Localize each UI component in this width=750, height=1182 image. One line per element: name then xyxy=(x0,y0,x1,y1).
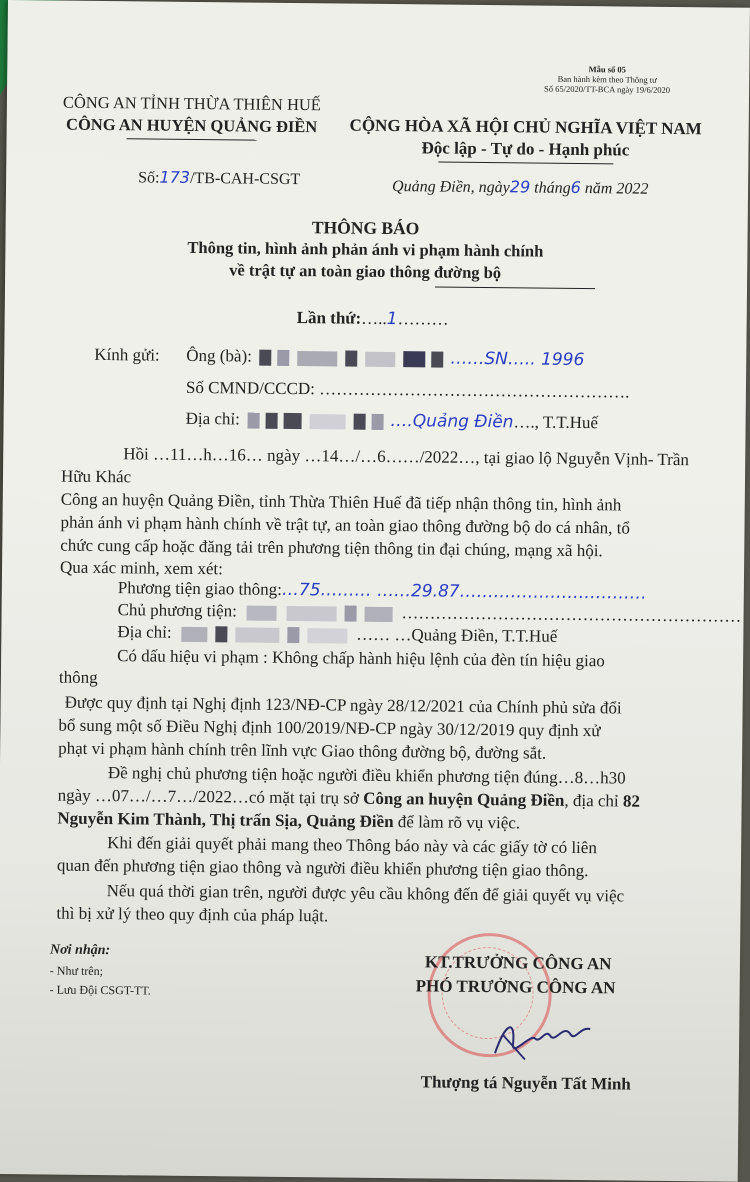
address-row xyxy=(186,409,599,433)
nation-motto: Độc lập - Tự do - Hạnh phúc xyxy=(421,138,630,160)
vehicle-plate: …75……… ……29.87…………………………… xyxy=(281,579,647,604)
signatory-authority: KT.TRƯỞNG CÔNG AN xyxy=(424,952,612,974)
date-month-word: tháng xyxy=(534,179,571,197)
lan-thu xyxy=(297,308,449,330)
overdue-line1: Nếu quá thời gian trên, người được yêu cầu không đến để giải quyết vụ việc xyxy=(106,881,625,906)
redacted-block xyxy=(344,606,356,622)
agency-province: CÔNG AN TỈNH THỪA THIÊN HUẾ xyxy=(62,92,322,115)
overdue-line2: thì bị xử lý theo quy định của pháp luật. xyxy=(56,903,329,926)
notice-subtitle-2: về trật tự an toàn giao thông đường bộ xyxy=(229,260,502,283)
recipients-item-1: - Như trên; xyxy=(49,963,104,979)
redacted-block xyxy=(286,606,336,622)
owner-address-label: Địa chỉ: xyxy=(117,622,172,642)
signatory-title: PHÓ TRƯỞNG CÔNG AN xyxy=(415,976,616,998)
request-purpose: để làm rõ vụ việc. xyxy=(397,812,521,833)
redacted-block xyxy=(259,350,271,366)
vehicle-label: Phương tiện giao thông: xyxy=(117,578,283,599)
lan-thu-value: 1 xyxy=(386,308,398,330)
bring-docs-line1: Khi đến giải quyết phải mang theo Thông báo này và các giấy tờ có liên xyxy=(107,833,597,858)
cmnd-label: Số CMND/CCCD: xyxy=(185,377,315,399)
date-day: 29 xyxy=(509,177,531,197)
redacted-block xyxy=(371,414,383,430)
request-address-street: Nguyễn Kim Thành, Thị trấn Sịa, Quảng Điền xyxy=(57,808,394,832)
regulation-line1: Được quy định tại Nghị định 123/NĐ-CP ngày 28/12/2021 của Chính phủ sửa đổi xyxy=(64,692,622,718)
redacted-block xyxy=(277,350,289,366)
redacted-block xyxy=(364,606,392,621)
owner-dots: …………………………………………………… xyxy=(401,603,742,626)
address-label: Địa chỉ: xyxy=(185,408,241,429)
redacted-block xyxy=(265,413,277,429)
violation-line2: thông xyxy=(58,667,98,687)
kinh-gui-label: Kính gửi: xyxy=(94,344,160,365)
motto-underline xyxy=(438,162,613,165)
lan-thu-label: Lần thứ: xyxy=(296,308,362,328)
request-date: ngày …07…/…7…/2022…có mặt tại trụ sở xyxy=(57,785,360,808)
ong-ba-label: Ông (bà): xyxy=(186,345,253,366)
doc-number-suffix: /TB-CAH-CSGT xyxy=(189,169,301,189)
cmnd-dots: ………………………………………………. xyxy=(319,379,630,402)
form-issued-with: Ban hành kèm theo Thông tư xyxy=(557,73,657,85)
agency-underline xyxy=(127,138,257,140)
signatory-name: Thượng tá Nguyễn Tất Minh xyxy=(420,1072,631,1094)
time-location-line: Hồi …11…h…16… ngày …14…/…6……/2022…, tại giao lộ Nguyễn Vịnh- Trần xyxy=(123,444,690,470)
agency-district: CÔNG AN HUYỆN QUẢNG ĐIỀN xyxy=(66,114,318,137)
redacted-block xyxy=(247,413,259,429)
doc-number-prefix: Số: xyxy=(138,169,160,187)
owner-address-end: …… …Quảng Điền, T.T.Huế xyxy=(356,624,558,646)
regulation-line3: phạt vi phạm hành chính trên lĩnh vực Giao thông đường bộ, đường sắt. xyxy=(58,738,547,763)
time-location-cont: Hữu Khác xyxy=(60,466,132,487)
notice-title: THÔNG BÁO xyxy=(311,217,420,239)
request-line3 xyxy=(57,809,520,834)
date-place: Quảng Điền, ngày xyxy=(391,178,510,197)
verification-label: Qua xác minh, xem xét: xyxy=(59,557,224,579)
date-line xyxy=(392,176,649,199)
request-line1: Đề nghị chủ phương tiện hoặc người điều khiển phương tiện đúng…8…h30 xyxy=(107,763,626,788)
address-district: ….Quảng Điền xyxy=(390,411,514,433)
lan-thu-dots-after: ……… xyxy=(397,309,449,329)
date-year: năm 2022 xyxy=(584,180,649,198)
request-address-number: 82 xyxy=(622,791,641,811)
redacted-block xyxy=(297,351,337,366)
recipients-title: Nơi nhận: xyxy=(49,942,111,959)
request-office: Công an huyện Quảng Điền xyxy=(363,788,565,810)
redacted-block xyxy=(309,414,345,429)
redacted-block xyxy=(181,626,207,641)
regulation-line2: bổ sung một số Điều Nghị định 100/2019/NĐ-CP ngày 30/12/2019 quy định xử xyxy=(58,715,601,741)
birth-year: ……SN….. 1996 xyxy=(450,348,585,371)
doc-number xyxy=(138,167,300,189)
redacted-block xyxy=(365,351,395,366)
request-address-label: , địa chỉ xyxy=(564,790,619,811)
redacted-block xyxy=(246,605,276,620)
date-month: 6 xyxy=(570,177,581,198)
redacted-block xyxy=(287,627,299,643)
bring-docs-line2: quan đến phương tiện giao thông và người điều khiển phương tiện giao thông. xyxy=(56,855,589,881)
title-underline xyxy=(435,286,595,289)
doc-number-value: 173 xyxy=(159,167,191,187)
owner-address-row xyxy=(117,622,557,647)
vehicle-row xyxy=(118,578,647,604)
address-end: …., T.T.Huế xyxy=(513,412,599,433)
form-number: Mẫu số 05 xyxy=(588,64,627,75)
p1-line2: phản ánh vi phạm hành chính về trật tự, an toàn giao thông đường bộ do cá nhân, tổ xyxy=(60,512,631,538)
redacted-block xyxy=(307,628,347,643)
handwritten-signature xyxy=(485,1013,606,1064)
cmnd-row xyxy=(186,378,630,403)
p1-line1: Công an huyện Quảng Điền, tỉnh Thừa Thiên Huế đã tiếp nhận thông tin, hình ảnh xyxy=(60,489,622,515)
request-line2 xyxy=(58,786,640,812)
recipient-name-row xyxy=(186,346,584,370)
notice-subtitle-1: Thông tin, hình ảnh phản ánh vi phạm hành chính xyxy=(187,237,544,261)
redacted-block xyxy=(283,413,301,429)
redacted-block xyxy=(215,626,227,642)
redacted-block xyxy=(403,351,425,367)
lan-thu-dots-before: ….. xyxy=(361,308,387,328)
redacted-block xyxy=(353,414,365,430)
redacted-block xyxy=(235,627,279,642)
nation-title: CỘNG HÒA XÃ HỘI CHỦ NGHĨA VIỆT NAM xyxy=(349,115,702,139)
redacted-block xyxy=(345,351,357,367)
recipients-item-2: - Lưu Đội CSGT-TT. xyxy=(49,982,151,998)
form-circular-number: Số 65/2020/TT-BCA ngày 19/6/2020 xyxy=(544,83,671,95)
redacted-block xyxy=(431,352,443,368)
violation-line1: Có dấu hiệu vi phạm : Không chấp hành hiệu lệnh của đèn tín hiệu giao xyxy=(117,646,605,671)
owner-label: Chủ phương tiện: xyxy=(117,600,237,621)
p1-line3: chức cung cấp hoặc đăng tải trên phương tiện thông tin đại chúng, mạng xã hội. xyxy=(60,535,603,561)
